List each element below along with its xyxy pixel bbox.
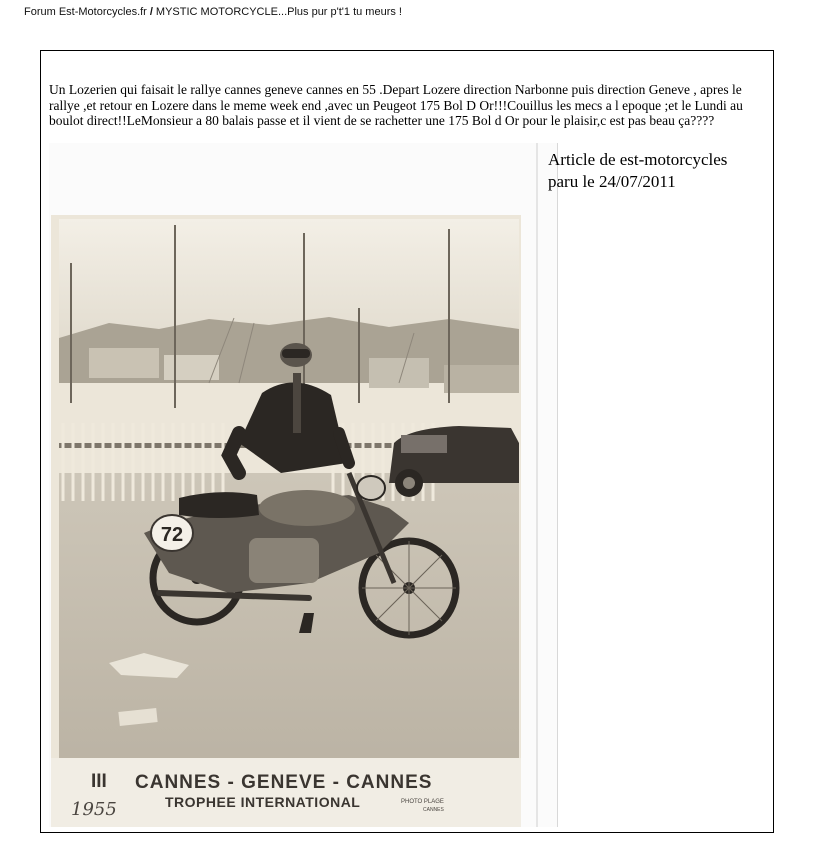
caption-line-1: Article de est-motorcycles	[548, 150, 728, 169]
breadcrumb-separator: /	[149, 6, 153, 18]
photo-stamp-line2: CANNES	[423, 807, 444, 813]
handwritten-year: 1955	[71, 799, 117, 820]
banner-subtitle: TROPHEE INTERNATIONAL	[165, 794, 361, 810]
photo-scan	[49, 143, 558, 827]
breadcrumb	[24, 6, 402, 18]
caption-line-2: paru le 24/07/2011	[548, 172, 676, 191]
article-caption	[548, 149, 768, 193]
post-intro-text: Un Lozerien qui faisait le rallye cannes geneve cannes en 55 .Depart Lozere direction Narbonne puis direction Geneve , apres le rallye ,et retour en Lozere dans le meme week end ,avec un Peugeot 175 Bol D Or!!!Couillus les mecs a l epoque ;et le Lundi au boulot direct!!LeMonsieur a 80 balais passe et il vient de se rachetter une 175 Bol d Or pour le plaisir,c est pas beau ça????	[49, 82, 743, 128]
breadcrumb-topic-link[interactable]: MYSTIC MOTORCYCLE...Plus pur p't'1 tu meurs !	[155, 6, 402, 18]
photo-stamp-line1: PHOTO PLAGE	[401, 799, 444, 805]
breadcrumb-forum-link[interactable]: Forum Est-Motorcycles.fr	[24, 6, 147, 18]
race-number: 72	[160, 524, 184, 546]
vintage-photo	[49, 143, 557, 827]
banner-title: CANNES - GENEVE - CANNES	[135, 772, 433, 793]
banner-mark: III	[91, 771, 107, 792]
